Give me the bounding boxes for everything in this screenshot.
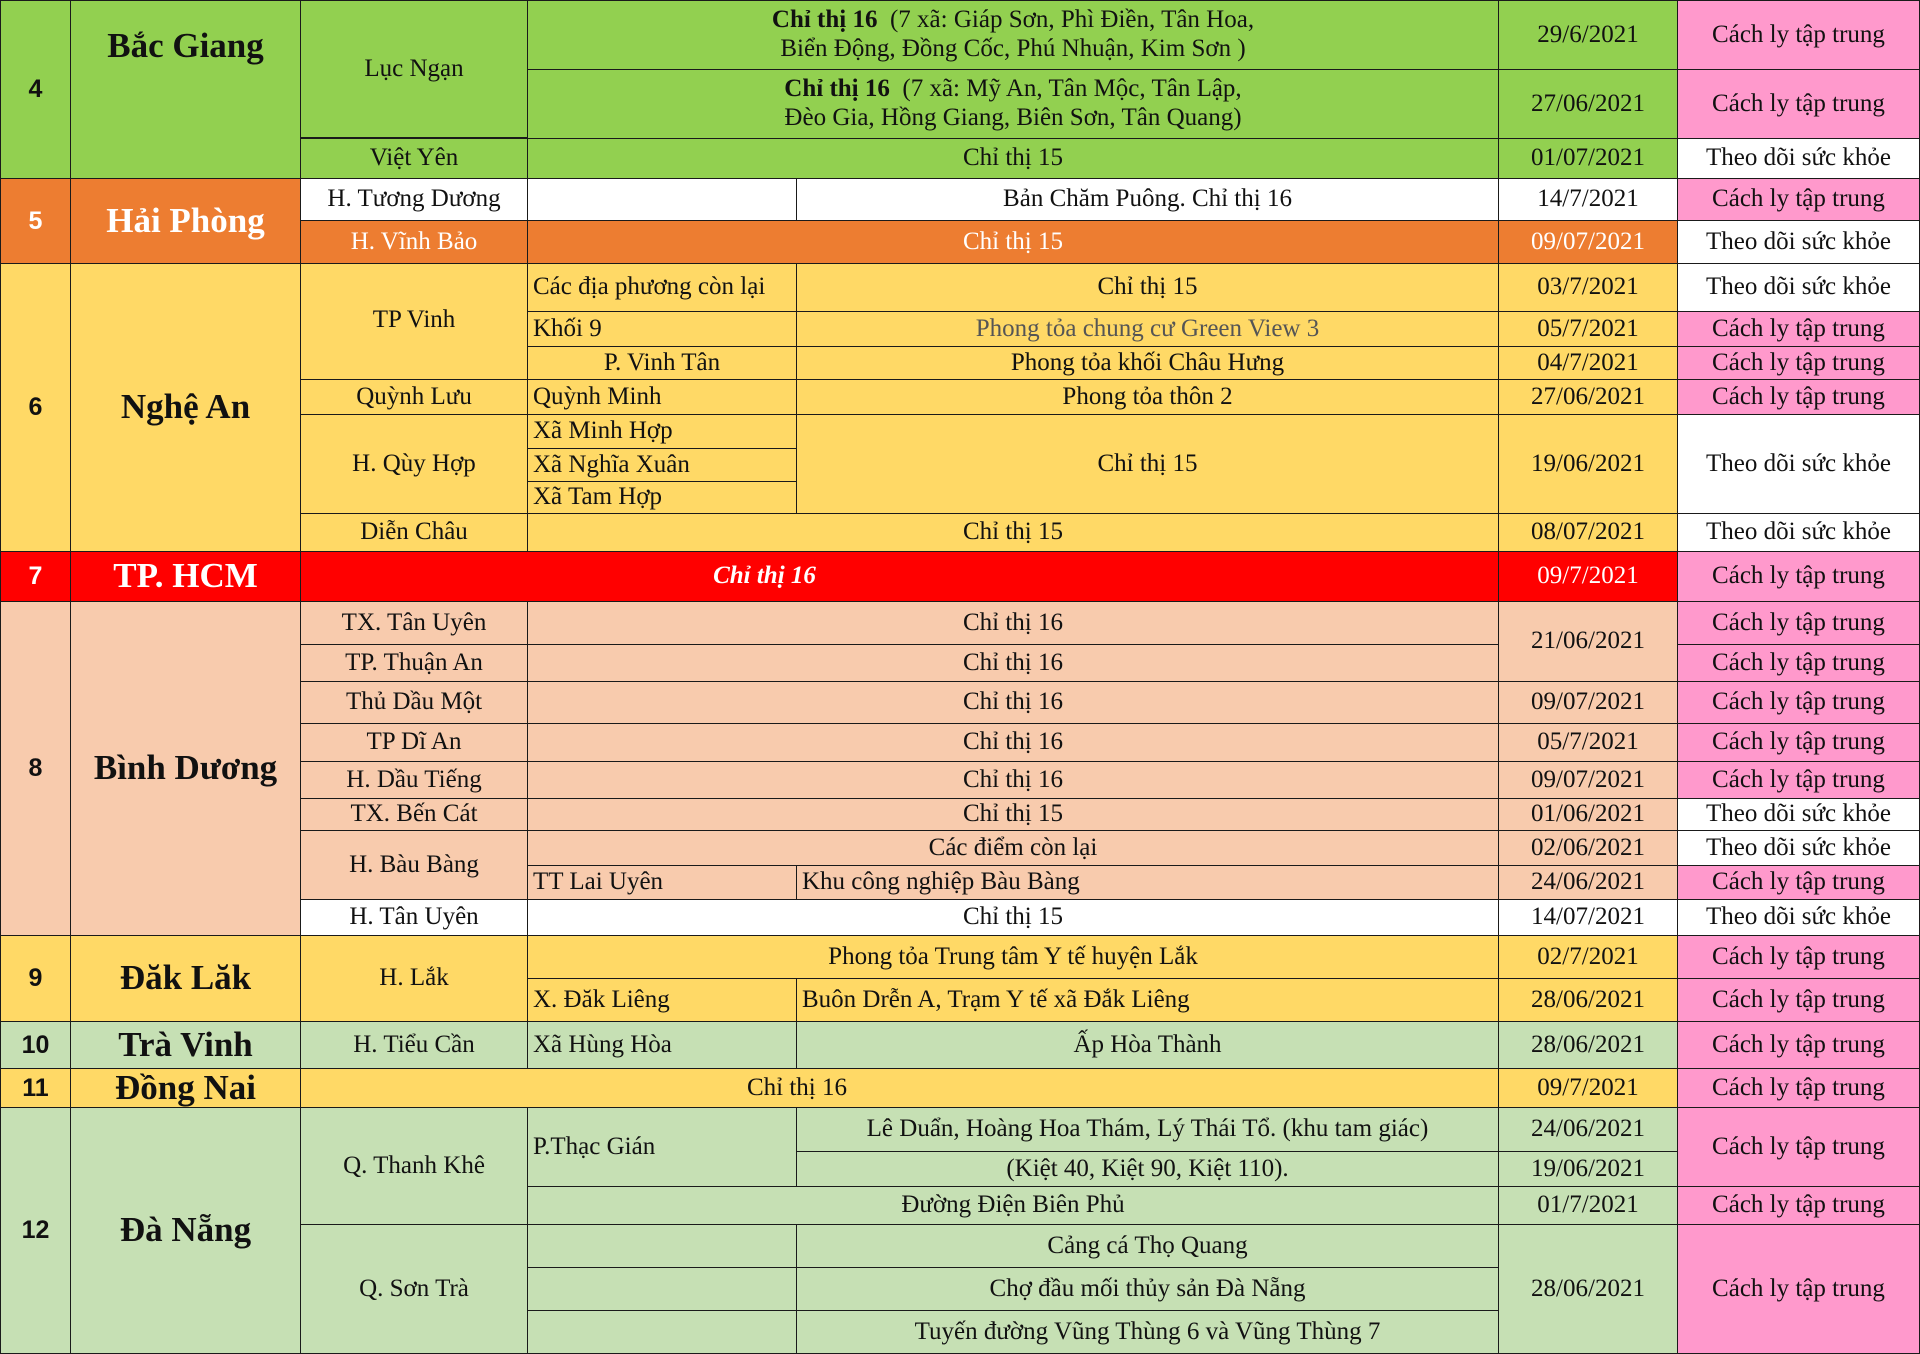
status-cell: Cách ly tập trung	[1677, 1224, 1920, 1354]
date-cell: 05/7/2021	[1498, 723, 1678, 762]
measure-cell: Tuyến đường Vũng Thùng 6 và Vũng Thùng 7	[796, 1310, 1499, 1354]
date-cell: 24/06/2021	[1498, 865, 1678, 900]
date-cell: 02/06/2021	[1498, 830, 1678, 866]
measure-cell: Chỉ thị 15	[527, 513, 1499, 552]
date-cell: 19/06/2021	[1498, 1151, 1678, 1187]
status-cell: Theo dõi sức khỏe	[1677, 138, 1920, 179]
date-cell: 03/7/2021	[1498, 263, 1678, 312]
date-cell: 01/7/2021	[1498, 1186, 1678, 1225]
district-cell: H. Dầu Tiếng	[300, 761, 528, 799]
date-cell: 09/07/2021	[1498, 220, 1678, 264]
measure-cell: Chỉ thị 16	[300, 551, 1499, 602]
date-cell: 01/07/2021	[1498, 138, 1678, 179]
sub-area-cell: X. Đăk Liêng	[527, 978, 797, 1022]
sub-area-cell	[527, 1224, 797, 1268]
province-name: Nghệ An	[70, 263, 301, 552]
district-cell: TX. Tân Uyên	[300, 601, 528, 645]
sub-area-cell: Xã Tam Hợp	[527, 481, 797, 514]
date-cell: 09/07/2021	[1498, 761, 1678, 799]
measure-cell: Chỉ thị 15	[796, 263, 1499, 312]
province-name: Đồng Nai	[70, 1068, 301, 1108]
status-cell: Cách ly tập trung	[1677, 346, 1920, 380]
date-cell: 28/06/2021	[1498, 1224, 1678, 1354]
measure-detail: Biển Động, Đồng Cốc, Phú Nhuận, Kim Sơn )	[780, 35, 1246, 62]
province-name: Bắc Giang	[70, 0, 301, 179]
measure-cell: Chỉ thị 16	[300, 1068, 1499, 1108]
district-cell: TP Dĩ An	[300, 723, 528, 762]
sub-area-cell: TT Lai Uyên	[527, 865, 797, 900]
row-number: 5	[0, 178, 71, 264]
row-number: 6	[0, 263, 71, 552]
measure-cell: Phong tỏa chung cư Green View 3	[796, 311, 1499, 347]
measure-cell: Chỉ thị 16	[527, 601, 1499, 645]
status-cell: Theo dõi sức khỏe	[1677, 263, 1920, 312]
measure-cell: Chỉ thị 16	[527, 723, 1499, 762]
district-cell: TX. Bến Cát	[300, 798, 528, 831]
measure-cell: Phong tỏa Trung tâm Y tế huyện Lắk	[527, 935, 1499, 979]
measure-cell: Bản Chăm Puông. Chỉ thị 16	[796, 178, 1499, 221]
measure-bold: Chỉ thị 16	[771, 6, 878, 34]
measure-cell: Các điểm còn lại	[527, 830, 1499, 866]
measure-bold: Chỉ thị 16	[784, 75, 890, 103]
district-cell: H. Tiểu Cần	[300, 1021, 528, 1069]
status-cell: Theo dõi sức khỏe	[1677, 414, 1920, 514]
measure-cell: Chỉ thị 15	[527, 220, 1499, 264]
measure-cell: Chỉ thị 16	[527, 761, 1499, 799]
district-cell: TP. Thuận An	[300, 644, 528, 682]
status-cell: Cách ly tập trung	[1677, 551, 1920, 602]
date-cell: 08/07/2021	[1498, 513, 1678, 552]
province-name: Hải Phòng	[70, 178, 301, 264]
measure-cell: (Kiệt 40, Kiệt 90, Kiệt 110).	[796, 1151, 1499, 1187]
row-number: 10	[0, 1021, 71, 1069]
district-cell: H. Tân Uyên	[300, 899, 528, 936]
date-cell: 21/06/2021	[1498, 601, 1678, 682]
sub-area-cell	[527, 178, 797, 221]
measure-cell: Buôn Drễn A, Trạm Y tế xã Đắk Liêng	[796, 978, 1499, 1022]
measure-detail: (7 xã: Giáp Sơn, Phì Điền, Tân Hoa,	[889, 6, 1255, 34]
status-cell: Cách ly tập trung	[1677, 311, 1920, 347]
sub-area-cell: Các địa phương còn lại	[527, 263, 797, 312]
sub-area-cell: Khối 9	[527, 311, 797, 347]
date-cell: 09/07/2021	[1498, 681, 1678, 724]
sub-area-cell: P.Thạc Gián	[527, 1107, 797, 1187]
province-name: Đà Nẵng	[70, 1107, 301, 1354]
status-cell: Cách ly tập trung	[1677, 1186, 1920, 1225]
date-cell: 02/7/2021	[1498, 935, 1678, 979]
status-cell: Theo dõi sức khỏe	[1677, 220, 1920, 264]
measure-cell	[527, 69, 1499, 139]
status-cell: Cách ly tập trung	[1677, 601, 1920, 645]
sub-area-cell: Quỳnh Minh	[527, 379, 797, 415]
sub-area-cell: P. Vinh Tân	[527, 346, 797, 380]
district-cell: Lục Ngạn	[300, 0, 528, 138]
status-cell: Cách ly tập trung	[1677, 379, 1920, 415]
measure-cell: Chỉ thị 15	[796, 414, 1499, 514]
district-cell: Thủ Dầu Một	[300, 681, 528, 724]
measure-cell	[527, 0, 1499, 70]
measure-cell: Phong tỏa khối Châu Hưng	[796, 346, 1499, 380]
date-cell: 29/6/2021	[1498, 0, 1678, 70]
row-number: 7	[0, 551, 71, 602]
date-cell: 09/7/2021	[1498, 551, 1678, 602]
sub-area-cell	[527, 1267, 797, 1311]
province-name: Trà Vinh	[70, 1021, 301, 1069]
measure-cell: Chỉ thị 16	[527, 644, 1499, 682]
row-number: 9	[0, 935, 71, 1022]
status-cell: Cách ly tập trung	[1677, 644, 1920, 682]
status-cell: Cách ly tập trung	[1677, 681, 1920, 724]
measure-detail: (7 xã: Mỹ An, Tân Mộc, Tân Lập,	[902, 75, 1242, 103]
district-cell: H. Qùy Hợp	[300, 414, 528, 514]
date-cell: 09/7/2021	[1498, 1068, 1678, 1108]
row-number: 12	[0, 1107, 71, 1354]
measure-cell: Chỉ thị 15	[527, 798, 1499, 831]
status-cell: Cách ly tập trung	[1677, 178, 1920, 221]
row-number: 8	[0, 601, 71, 936]
district-cell: H. Bàu Bàng	[300, 830, 528, 900]
date-cell: 14/7/2021	[1498, 178, 1678, 221]
district-cell: Diễn Châu	[300, 513, 528, 552]
district-cell: Q. Sơn Trà	[300, 1224, 528, 1354]
measure-cell: Chỉ thị 15	[527, 138, 1499, 179]
measure-cell: Ấp Hòa Thành	[796, 1021, 1499, 1069]
status-cell: Theo dõi sức khỏe	[1677, 830, 1920, 866]
status-cell: Theo dõi sức khỏe	[1677, 513, 1920, 552]
status-cell: Cách ly tập trung	[1677, 1107, 1920, 1187]
measure-cell: Đường Điện Biên Phủ	[527, 1186, 1499, 1225]
district-cell: Quỳnh Lưu	[300, 379, 528, 415]
status-cell: Cách ly tập trung	[1677, 1068, 1920, 1108]
status-cell: Cách ly tập trung	[1677, 761, 1920, 799]
date-cell: 24/06/2021	[1498, 1107, 1678, 1152]
sub-area-cell	[527, 1310, 797, 1354]
district-cell: Q. Thanh Khê	[300, 1107, 528, 1225]
sub-area-cell: Xã Minh Hợp	[527, 414, 797, 449]
sub-area-cell: Xã Nghĩa Xuân	[527, 448, 797, 482]
status-cell: Cách ly tập trung	[1677, 0, 1920, 70]
date-cell: 14/07/2021	[1498, 899, 1678, 936]
measure-detail: Đèo Gia, Hồng Giang, Biên Sơn, Tân Quang)	[784, 104, 1242, 131]
status-cell: Theo dõi sức khỏe	[1677, 798, 1920, 831]
date-cell: 28/06/2021	[1498, 978, 1678, 1022]
status-cell: Cách ly tập trung	[1677, 723, 1920, 762]
status-cell: Cách ly tập trung	[1677, 865, 1920, 900]
status-cell: Cách ly tập trung	[1677, 69, 1920, 139]
measure-cell: Chỉ thị 15	[527, 899, 1499, 936]
province-name: TP. HCM	[70, 551, 301, 602]
date-cell: 05/7/2021	[1498, 311, 1678, 347]
status-cell: Cách ly tập trung	[1677, 935, 1920, 979]
row-number: 11	[0, 1068, 71, 1108]
row-number: 4	[0, 0, 71, 179]
measure-cell: Lê Duẩn, Hoàng Hoa Thám, Lý Thái Tổ. (khu tam giác)	[796, 1107, 1499, 1152]
measure-cell: Cảng cá Thọ Quang	[796, 1224, 1499, 1268]
province-name: Đăk Lăk	[70, 935, 301, 1022]
province-name: Bình Dương	[70, 601, 301, 936]
district-cell: Việt Yên	[300, 138, 528, 179]
district-cell: TP Vinh	[300, 263, 528, 380]
date-cell: 27/06/2021	[1498, 379, 1678, 415]
date-cell: 19/06/2021	[1498, 414, 1678, 514]
sub-area-cell: Xã Hùng Hòa	[527, 1021, 797, 1069]
district-cell: H. Tương Dương	[300, 178, 528, 221]
measure-cell: Chỉ thị 16	[527, 681, 1499, 724]
date-cell: 27/06/2021	[1498, 69, 1678, 139]
status-cell: Theo dõi sức khỏe	[1677, 899, 1920, 936]
status-cell: Cách ly tập trung	[1677, 978, 1920, 1022]
date-cell: 01/06/2021	[1498, 798, 1678, 831]
measure-cell: Phong tỏa thôn 2	[796, 379, 1499, 415]
status-cell: Cách ly tập trung	[1677, 1021, 1920, 1069]
measure-cell: Chợ đầu mối thủy sản Đà Nẵng	[796, 1267, 1499, 1311]
date-cell: 28/06/2021	[1498, 1021, 1678, 1069]
district-cell: H. Lắk	[300, 935, 528, 1022]
district-cell: H. Vĩnh Bảo	[300, 220, 528, 264]
measure-cell: Khu công nghiệp Bàu Bàng	[796, 865, 1499, 900]
date-cell: 04/7/2021	[1498, 346, 1678, 380]
